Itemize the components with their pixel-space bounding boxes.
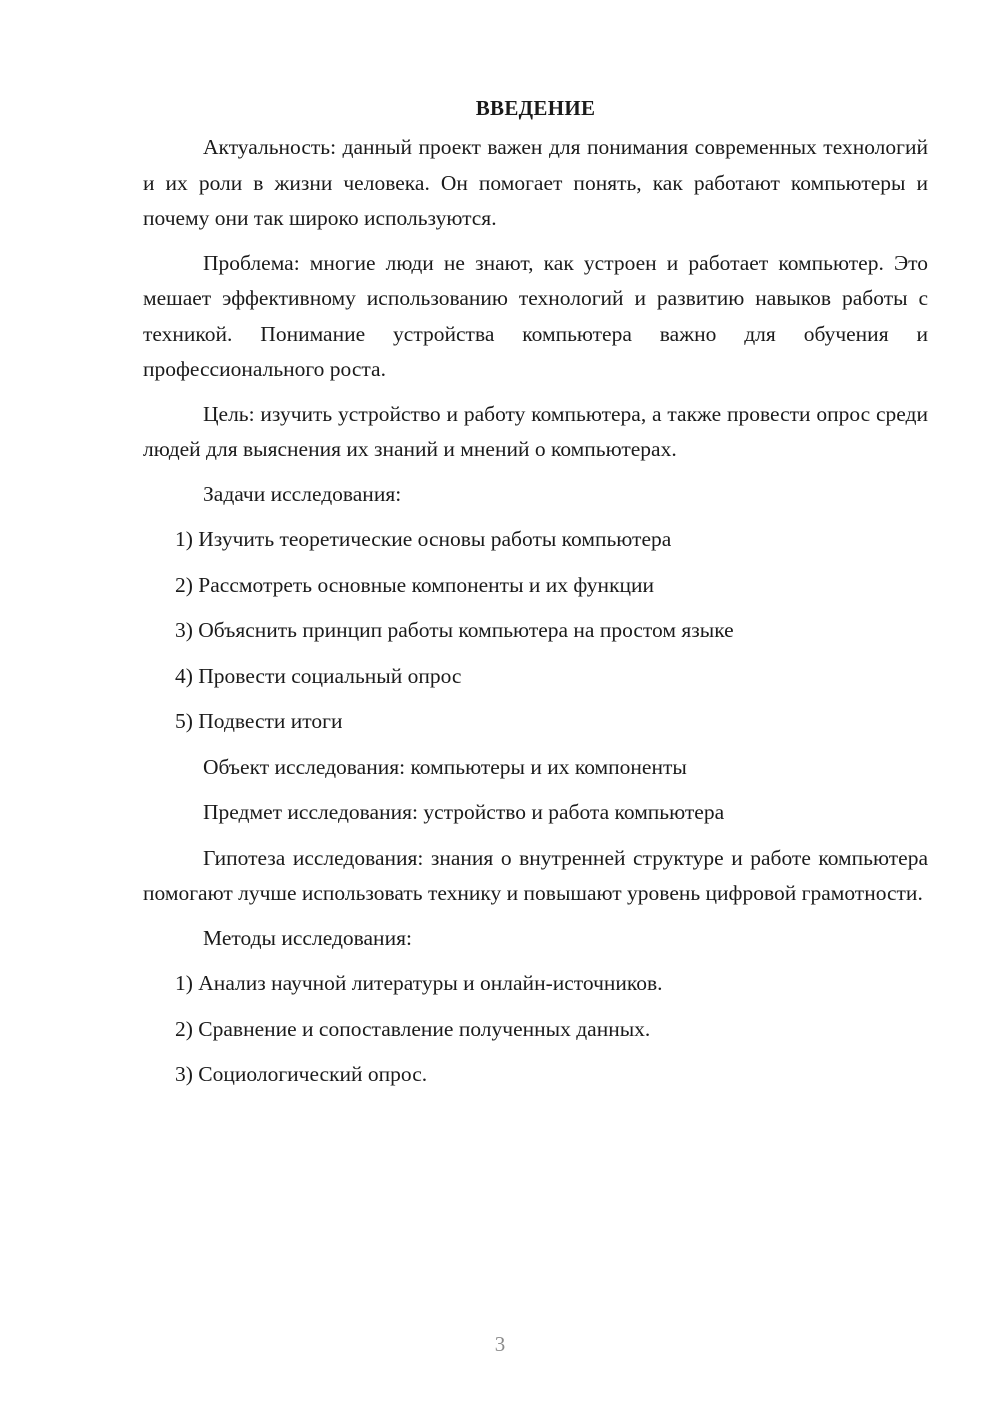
goal-paragraph: Цель: изучить устройство и работу компьютера, а также провести опрос среди людей для выяснения их знаний и мнений о компьютерах. [143, 401, 928, 461]
task-item: 5) Подвести итоги [175, 709, 343, 733]
research-object: Объект исследования: компьютеры и их компоненты [203, 754, 687, 779]
research-subject: Предмет исследования: устройство и работа компьютера [203, 800, 725, 824]
task-item: 2) Рассмотреть основные компоненты и их функции [175, 572, 655, 597]
method-item: 2) Сравнение и сопоставление полученных данных. [175, 1016, 651, 1041]
tasks-title: Задачи исследования: [203, 481, 402, 506]
methods-title: Методы исследования: [203, 925, 412, 950]
section-heading: ВВЕДЕНИЕ [475, 96, 596, 120]
document-page [143, 90, 928, 1103]
problem-paragraph: Проблема: многие люди не знают, как устроен и работает компьютер. Это мешает эффективному использованию технологий и развитию навыков работы с техникой. Понимание устройства компьютера важно для обучения и профессионального роста. [143, 250, 928, 381]
method-item: 1) Анализ научной литературы и онлайн-источников. [175, 971, 663, 995]
page-number: 3 [494, 1332, 506, 1356]
task-item: 3) Объяснить принцип работы компьютера на простом языке [175, 618, 734, 642]
hypothesis-paragraph: Гипотеза исследования: знания о внутренней структуре и работе компьютера помогают лучше использовать технику и повышают уровень цифровой грамотности. [143, 845, 928, 905]
relevance-paragraph: Актуальность: данный проект важен для понимания современных технологий и их роли в жизни человека. Он помогает понять, как работают компьютеры и почему они так широко используются. [143, 135, 928, 230]
task-item: 4) Провести социальный опрос [175, 663, 462, 688]
method-item: 3) Социологический опрос. [175, 1062, 428, 1086]
task-item: 1) Изучить теоретические основы работы компьютера [175, 527, 672, 551]
